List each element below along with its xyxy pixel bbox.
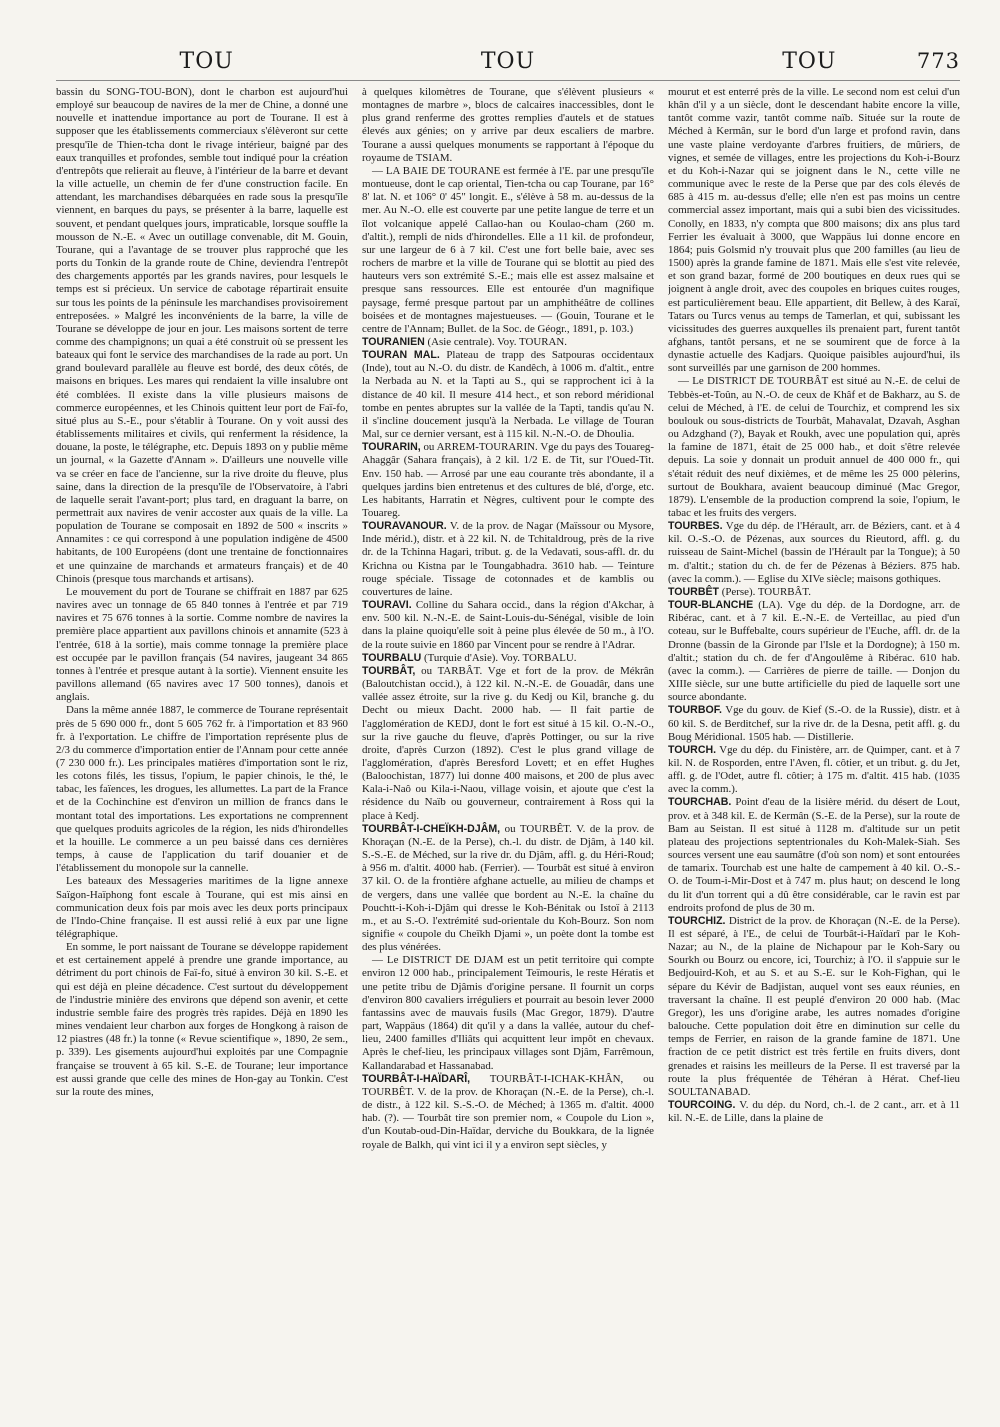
dictionary-entry	[362, 1073, 654, 1152]
entry-headword: TOURBÂT-I-HAÏDARÎ,	[362, 1072, 471, 1085]
header-right: TOU	[782, 48, 837, 74]
entry-headword: TOURBALU	[362, 651, 422, 664]
entry-headword: TOURBÂT-I-CHEÏKH-DJÂM,	[362, 822, 501, 835]
column-middle	[362, 86, 654, 1419]
running-header	[56, 44, 960, 78]
header-left: TOU	[179, 48, 234, 74]
entry-text: mourut et est enterré près de la ville. Le second nom est celui d'un khân d'il y a un siècle, dont le descendant habite encore la ville, tantôt comme vazir, tantôt comme naïb. Située sur la route de Méched à Kermân, sur le bord d'un large et profond ravin, dans une vaste plaine verdoyante d'arbres fruitiers, de mûriers, de vignes, et semée de villages, entre les projections du Koh-i-Bourz et du Koh-i-Nazar qui se joignent dans le N., cette ville ne communique avec le reste de la Perse que par des cols élevés de 685 à 415 m. au-dessus d'elle; elle n'en est pas moins un centre commercial assez important, mais qui a subi bien des vicissitudes. Conolly, en 1833, n'y compta que 800 maisons; dix ans plus tard Ferrier les évaluait à 3000, que Wappäus lui donne encore en 1864; puis Golsmid n'y trouvait plus que 200 familles (au lieu de 1500) après la grande famine de 1871. Mais elle s'est vite relevée, et son grand bazar, formé de 200 boutiques en deux rues qui se joignent à angle droit, avec des coupoles en briques cuites rouges, est particulièrement beau. Elle appartient, dit Bellew, à des Karaï, Tatars ou Turcs venus au temps de Tamerlan, et qui, subissant les vicissitudes des guerres auxquelles ils prenaient part, furent tantôt afghans, tantôt persans, et ne se soumirent que de force à la dynastie actuelle des Kadjars. Quoique paisibles aujourd'hui, ils sont surveillés par une garnison de 200 hommes.	[668, 86, 960, 375]
dictionary-entry	[362, 665, 654, 823]
dictionary-entry	[362, 823, 654, 955]
dictionary-entry	[362, 441, 654, 520]
paragraph	[362, 954, 654, 1072]
dictionary-entry	[668, 586, 960, 599]
entry-text: Les bateaux des Messageries maritimes de la ligne annexe Saïgon-Haïphong font escale à Tourane, qui est mis ainsi en communication deux fois par mois avec les deux ports principaux de l'Indo-Chine française. Il est aussi relié à eux par une ligne télégraphique.	[56, 875, 348, 940]
entry-text: En somme, le port naissant de Tourane se développe rapidement et est certainement appelé à prendre une grande importance, au détriment du port chinois de Faï-fo, situé à environ 30 kil. S.-E. et qui est déjà en pleine décadence. C'est surtout du développement de l'industrie minière des environs que dépend son avenir, et cette industrie semble faire des progrès très rapides. Déjà en 1890 les mines vendaient leur charbon aux forges de Hongkong à raison de 12 piastres (48 fr.) la tonne (« Revue scientifique », 1890, 2e sem., p. 339). Les gisements aujourd'hui exploités par une Compagnie française se trouvent à 65 kil. S.-E. de Tourane; leur importance est aussi grande que celle des mines de Hon-gay au Tonkin. C'est sur la route des mines,	[56, 941, 348, 1098]
dictionary-entry	[362, 652, 654, 665]
dictionary-entry	[362, 599, 654, 652]
dictionary-entry	[668, 915, 960, 1099]
dictionary-entry	[668, 704, 960, 743]
entry-text: Point d'eau de la lisière mérid. du désert de Lout, prov. et à 348 kil. E. de Kermân (S.-E. de la Perse), sur la route de Bam au Seistan. Il est situé à 1128 m. d'altitude sur un petit plateau des projections septentrionales du Koh-Malek-Siah. Ses sources versent une eau saumâtre (d'où son nom) et sont entourées de tamarix. Tourchab est une halte de campement à 40 kil. O.-S.-O. de Toum-i-Mir-Dost et à 747 m. plus haut; on descend le long du lit d'un torrent qui a dû être considérable, car le ravin est par endroits profond de plus de 30 m.	[668, 796, 960, 914]
dictionary-entry	[668, 744, 960, 797]
paragraph	[56, 586, 348, 704]
entry-headword: TOUR-BLANCHE	[668, 599, 754, 612]
entry-text: V. du dép. du Nord, ch.-l. de 2 cant., arr. et à 11 kil. N.-E. de Lille, dans la plaine de	[668, 1099, 960, 1125]
entry-headword: TOURCOING.	[668, 1099, 736, 1112]
entry-text: — Le DISTRICT DE TOURBÂT est situé au N.-E. de celui de Tebbès-et-Toûn, au N.-O. de ceux de Khâf et de Bakharz, au S. de celui de Méched, à l'E. de celui de Tourchiz, et comprend les six boulouk ou sous-districts de Tourbât, Mahavalat, Dzavah, Asghan ou Adzghand (?), Bayak et Roukh, avec une population qui, après la famine de 1871, était de 25 000 hab., et doit s'être relevée depuis. La soie y donnait un produit annuel de 400 000 fr., qui s'était réduit des neuf dixièmes, et de même les 25 000 pèlerins, surtout de Boukhara, avaient beaucoup diminué (Mac Gregor, 1879). L'ensemble de la production comprend la soie, l'opium, le tabac et les fruits des vergers.	[668, 375, 960, 519]
dictionary-entry	[668, 520, 960, 586]
dictionary-entry	[362, 520, 654, 599]
entry-text: District de la prov. de Khoraçan (N.-E. de la Perse). Il est séparé, à l'E., de celui de Tourbât-i-Haïdarî par le Koh-Nazar; au N., de la plaine de Nichapour par le Koh-Sary ou Sourkh ou Bourz ou encore, ici, Tourchiz; à l'O. il s'appuie sur le Bedjouird-Koh, et au S. et au S.-E. sur le Koh-Fighan, qui le sépare du Kévir de Badjistan, auquel vont ses eaux réunies, en traversant la chaîne. Il est peuplé d'environ 20 000 hab. (Mac Gregor), les uns d'origine arabe, les autres nomades d'origine balouche. Cette population doit être en diminution sur celle du temps de Ferrier, en raison de la grande famine de 1871. Une fraction de ce petit district est très fertile en fruits divers, dont grenades et raisins les meilleurs de la Perse. Il est traversé par la route la plus fréquentée de Téhéran à Hérat. Chef-lieu SOULTANABAD.	[668, 914, 960, 1098]
header-right-group	[659, 49, 960, 74]
text-columns	[56, 86, 960, 1419]
paragraph	[56, 704, 348, 875]
column-left	[56, 86, 348, 1419]
entry-text: Vge du dép. du Finistère, arr. de Quimper, cant. et à 7 kil. N. de Rosporden, entre l'Aven, fl. côtier, et un tribut. g. du Jet, affl. g. de l'Odet, autre fl. côtier; à 175 m. d'altit. 415 hab. (1035 avec la comm.).	[668, 743, 960, 796]
entry-text: Le mouvement du port de Tourane se chiffrait en 1887 par 625 navires avec un tonnage de 65 840 tonnes à l'entrée et par 719 navires et 75 676 tonnes à la sortie. Comme nombre de navires la première place appartient aux pavillons chinois et annamite (523 à l'entrée, 618 à la sortie), mais comme tonnage la première place est occupée par le pavillon français (54 navires, jaugeant 34 865 tonnes à l'entrée et presque autant à la sortie). Viennent ensuite les pavillons allemand (65 navires avec 17 500 tonnes), danois et anglais.	[56, 585, 348, 704]
entry-text: (Turquie d'Asie). Voy. TORBALU.	[421, 651, 577, 664]
entry-text: (LA). Vge du dép. de la Dordogne, arr. de Ribérac, cant. et à 7 kil. E.-N.-E. de Verteillac, au pied d'un coteau, sur le Buffebalte, cours supérieur de l'Euche, affl. dr. de la Dronne (bassin de la Gironde par l'Isle et la Dordogne); à 150 m. d'altit.; station du ch. de fer d'Angoulême à Ribérac. 610 hab. (avec la comm.). — Carrières de pierre de taille. — Donjon du XIIIe siècle, sur une butte artificielle du pied de laquelle sort une source abondante.	[668, 599, 960, 704]
entry-headword: TOURAVANOUR.	[362, 520, 447, 533]
paragraph	[56, 875, 348, 941]
entry-text: bassin du SONG-TOU-BON), dont le charbon est aujourd'hui employé sur beaucoup de navires de la mer de Chine, a donné une nouvelle et inattendue importance au port de Tourane. Il est à supposer que les établissements commerciaux s'élèveront sur cette presqu'île de Thien-tcha dont le rivage intérieur, baigné par des eaux tranquilles et profondes, semble tout indiqué pour la création d'entrepôts que relierait au fleuve, à l'intérieur de la barre et devant la ville actuelle, un chemin de fer d'une construction facile. En attendant, les marchandises débarquées en rade sous la presqu'île viennent, en barques du pays, se présenter à la barre, laquelle est souvent, et pendant quelques jours, impraticable, lorsque souffle la mousson de N.-E. « Avec un outillage convenable, dit M. Gouin, Tourane, qui a l'avantage de se trouver plus rapproché que les ports du Tonkin de la grande route de Chine, deviendra l'entrepôt des chargements apportés par les grands navires, pour lesquels le temps est si précieux. Un service de cabotage répartirait ensuite sur tous les points de la péninsule les marchandises provisoirement entreposées. » Malgré les inconvénients de la barre, la ville de Tourane se développe de jour en jour. Les maisons sortent de terre comme des champignons; un quai a été construit où se pressent les bateaux qui font le service des marchandises de la rade au port. Un grand boulevard parallèle au fleuve est bordé, des deux côtés, de maisons en briques. Les mares qui rendaient la ville insalubre ont été comblées. Il existe dans la ville plusieurs maisons de commerce européennes, et les Chinois quittent leur port de Faï-fo, situé plus au S.-E., pour s'établir à Tourane. On y voit aussi des établissements militaires et civils, qui renferment la résidence, la douane, la poste, le télégraphe, etc. Depuis 1893 on y publie même un journal, « la Gazette d'Annam ». D'ailleurs une nouvelle ville va se créer en face de l'ancienne, sur la rive droite du fleuve, plus saine, dans la direction de la presqu'île de l'Observatoire, à l'abri de laquelle serait l'avant-port; plus tard, en draguant la barre, on permettrait aux navires de venir accoster aux quais de la ville. La population de Tourane se composait en 1892 de 500 « inscrits » Annamites : ce qui correspond à une population indigène de 4500 habitants, de 100 Européens (dont une trentaine de fonctionnaires et une quinzaine de marchands et armateurs français) et de 40 Chinois (presque tous marchands et artisans).	[56, 86, 348, 585]
paragraph	[56, 86, 348, 586]
dictionary-entry	[668, 1099, 960, 1125]
entry-headword: TOURBÊT	[668, 585, 720, 598]
entry-text: (Asie centrale). Voy. TOURAN.	[424, 335, 567, 348]
page-number: 773	[916, 48, 960, 73]
entry-headword: TOURARIN,	[362, 441, 421, 454]
entry-headword: TOURBÂT,	[362, 664, 416, 677]
entry-text: TOURBÂT-I-ICHAK-KHÂN, ou TOURBÊT. V. de la prov. de Khoraçan (N.-E. de la Perse), ch.-l. de distr., à 122 kil. S.-S.-O. de Méched; à 1365 m. d'altit. 4000 hab. (?). — Tourbât tire son premier nom, « Coupole du Lion », d'un Koutab-oud-Din-Haïdar, derviche du Boukkara, de la lignée royale de Balkh, qui vint ici il y a environ sept siècles, y	[362, 1072, 654, 1151]
paragraph	[668, 375, 960, 520]
entry-headword: TOURAVI.	[362, 599, 412, 612]
dictionary-entry	[362, 336, 654, 349]
entry-headword: TOURBES.	[668, 520, 723, 533]
dictionary-entry	[362, 349, 654, 441]
header-center: TOU	[480, 48, 536, 74]
entry-text: ou TARBÂT. Vge et fort de la prov. de Mékrân (Baloutchistan occid.), à 122 kil. N.-N.-E. de Gouadâr, dans une vallée assez étroite, sur la rive g. du Kedj ou Kil, branche g. du Decht ou mieux Dacht. 2000 hab. — Il fait partie de l'agglomération de KEDJ, dont le fort est situé à 15 kil. O.-N.-O., sur la rive gauche du fleuve, d'après Pottinger, ou sur la rive droite, d'après Curzon (1892). C'est le plus grand village de l'agglomération, d'après Beresford Lovett; et en effet Hughes (Baloochistan, 1877) lui donne 400 maisons, et 200 de plus avec Kala-i-Naô ou Kila-i-Naou, village voisin, et ajoute que c'est la résidence du Naïb ou gouverneur, contrairement à Ross qui la place à Kedj.	[362, 664, 654, 822]
entry-text: — Le DISTRICT DE DJAM est un petit territoire qui compte environ 12 000 hab., principalement Teïmouris, le reste Hératis et une petite tribu de Djâmis d'origine persane. Il fournit un corps d'environ 800 cavaliers irréguliers et pourrait au besoin lever 2000 fantassins avec de mauvais fusils (Mac Gregor, 1879). D'autre part, Wappäus (1864) dit qu'il y a dans la vallée, autour du chef-lieu, 2400 familles d'Iliâts qui acquittent leur impôt en chevaux. Après le chef-lieu, les principaux villages sont Djâm, Farrêmoun, Kallandarabad et Hassanabad.	[362, 954, 654, 1072]
entry-text: V. de la prov. de Nagar (Maïssour ou Mysore, Inde mérid.), distr. et à 22 kil. N. de Tchitaldroug, près de la rive dr. de la Tchinna Hagari, tribut. g. de la Vedavati, sous-affl. dr. du Krichna ou Kistna par le Toungabhadra. 3610 hab. — Teinture rouge spéciale. Tissage de cotonnades et de kamblis ou couvertures de laine.	[362, 520, 654, 598]
paragraph	[362, 165, 654, 336]
entry-headword: TOURCHIZ.	[668, 914, 726, 927]
entry-headword: TOURBOF.	[668, 704, 722, 717]
dictionary-entry	[668, 796, 960, 914]
entry-headword: TOURANIEN	[362, 335, 425, 348]
entry-text: Dans la même année 1887, le commerce de Tourane représentait près de 5 690 000 fr., dont 5 605 762 fr. à l'importation et 83 960 fr. à l'exportation. Le chiffre de l'importation représente plus de 2/3 du commerce d'importation entier de l'Annam pour cette année (7 230 000 fr.). Les principales matières d'importation sont le riz, les cotons filés, les tissus, l'opium, le papier chinois, le thé, le tabac, les faïences, les drogues, les allumettes. La part de la France et de la Cochinchine est d'environ un million de francs dans le montant total des importations. Les exportations ne comprennent que quelques produits agricoles de la région, les nids d'hirondelles et la houille. Le commerce a un peu baissé dans ces dernières temps, à cause de l'application du tarif douanier et de l'établissement du monopole sur la cannelle.	[56, 704, 348, 875]
entry-text: Vge du dép. de l'Hérault, arr. de Béziers, cant. et à 4 kil. O.-S.-O. de Pézenas, aux sources du Rieutord, affl. g. du ruisseau de Saint-Michel (bassin de l'Hérault par la Tongue); à 50 m. d'altit.; station du ch. de fer de Pézenas à Béziers. 875 hab. (avec la comm.). — Eglise du XIVe siècle; maisons gothiques.	[668, 520, 960, 585]
entry-headword: TOURCH.	[668, 743, 717, 756]
header-rule	[56, 80, 960, 81]
paragraph	[362, 86, 654, 165]
dictionary-entry	[668, 599, 960, 704]
entry-text: Vge du gouv. de Kief (S.-O. de la Russie), distr. et à 60 kil. S. de Berditchef, sur la rive dr. de la Desna, petit affl. g. du Boug Méridional. 1505 hab. — Distillerie.	[668, 704, 960, 743]
entry-text: Plateau de trapp des Satpouras occidentaux (Inde), tout au N.-O. du distr. de Kandêch, à 1006 m. d'altit., entre la Nerbada au N. et la Tapti au S., qui se rapprochent ici à la distance de 40 kil. Il mesure 414 hect., et son rebord méridional tombe en pentes abruptes sur la vallée de la Tapti, tandis qu'au N. il s'incline doucement jusqu'à la Nerbada. Le village de Touran Mal, sur ce dernier versant, est à 115 kil. N.-N.-O. de Dhoulia.	[362, 349, 654, 441]
entry-text: — LA BAIE DE TOURANE est fermée à l'E. par une presqu'île montueuse, dont le cap oriental, Tien-tcha ou cap Tourane, par 16° 8' lat. N. et 106° 0' 45" longit. E., s'élève à 58 m. au-dessus de la mer. Au N.-O. elle est couverte par une petite langue de terre et un îlot volcanique appelé Callao-han ou Koulao-cham (260 m. d'altit.), rempli de nids d'hirondelles. Elle a 11 kil. de profondeur, sur une largeur de 6 à 7 kil. C'est une fort belle baie, avec ses rochers de marbre et la ville de Tourane qui se blottit au pied des hauteurs vers son extrémité S.-E.; mais elle est assez malsaine et presque sans ressources. Elle est entourée d'un magnifique paysage, fermé presque partout par un amphithéâtre de collines boisées et de montagnes majestueuses. — (Gouin, Tourane et le centre de l'Annam; Bullet. de la Soc. de Géogr., 1891, p. 103.)	[362, 164, 654, 335]
entry-headword: TOURCHAB.	[668, 796, 732, 809]
entry-text: ou TOURBÊT. V. de la prov. de Khoraçan (N.-E. de la Perse), ch.-l. du distr. de Djâm, à 140 kil. S.-S.-E. de Méched, sur la rive dr. du Djâm, affl. g. du Héri-Roud; à 956 m. d'altit. 4000 hab. (Ferrier). — Tourbât est situé à environ 37 kil. O. de la frontière afghane actuelle, au milieu de champs et de vergers, dans une vallée que bordent au N.-E. la chaîne du Pouchtt-i-Koh-i-Djâm qui dresse le Koh-Bénitak ou Istoï à 2113 m., et au S.-O. l'extrémité sud-orientale du Koh-Bourz. Son nom signifie « coupole du Cheïkh Djami », un poète dont la tombe est des plus vénérées.	[362, 822, 654, 954]
paragraph	[56, 941, 348, 1099]
entry-text: Colline du Sahara occid., dans la région d'Akchar, à env. 500 kil. N.-N.-E. de Saint-Louis-du-Sénégal, visible de loin dans la plaine quoiqu'elle soit à peine plus élevée de 50 m., à l'O. de la route suivie en 1860 par Vincent pour se rendre à l'Adrar.	[362, 599, 654, 651]
entry-text: (Perse). TOURBÂT.	[719, 585, 811, 598]
entry-text: ou ARREM-TOURARIN. Vge du pays des Touareg-Ahaggâr (Sahara français), à 2 kil. 1/2 E. de Tit, sur l'Oued-Tit. Env. 150 hab. — Arrosé par une eau courante très abondante, il a quelques jardins bien entretenus et des cultures de blé, d'orge, etc. Les habitants, Harratin et Nègres, cultivent pour le compte des Touareg.	[362, 441, 654, 519]
paragraph	[668, 86, 960, 375]
entry-headword: TOURAN MAL.	[362, 349, 440, 362]
column-right	[668, 86, 960, 1419]
entry-text: à quelques kilomètres de Tourane, que s'élèvent plusieurs « montagnes de marbre », blocs de calcaires inaccessibles, dont le plus grand renferme des grottes remplies d'autels et de statues élevés aux génies; on y arrive par deux escaliers de marbre. Tourane a aussi quelques monuments se rapportant à l'époque du royaume de TSIAM.	[362, 86, 654, 164]
